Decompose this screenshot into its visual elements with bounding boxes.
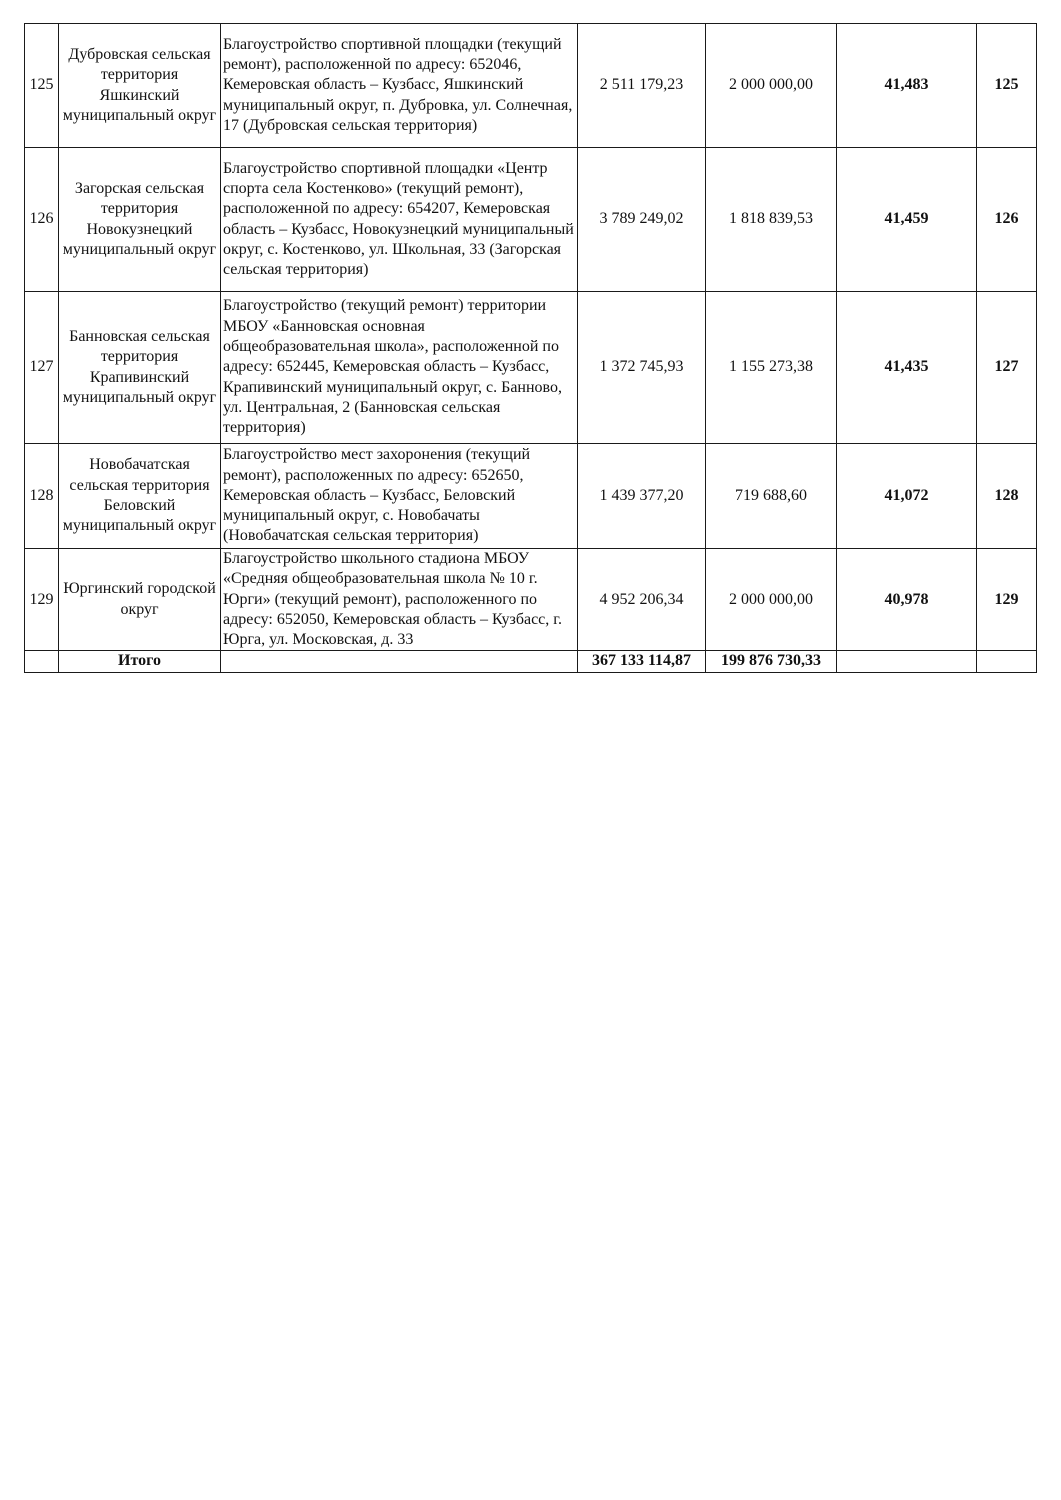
total-row bbox=[25, 651, 1037, 672]
table-row bbox=[25, 292, 1037, 444]
table-row bbox=[25, 444, 1037, 549]
rank-cell: 125 bbox=[977, 24, 1037, 148]
score-cell: 40,978 bbox=[837, 549, 977, 651]
total-empty-num bbox=[25, 651, 59, 672]
amount-total-cell: 3 789 249,02 bbox=[578, 148, 706, 292]
document-page bbox=[24, 23, 1036, 673]
total-amount-total: 367 133 114,87 bbox=[578, 651, 706, 672]
rank-cell: 127 bbox=[977, 292, 1037, 444]
table-row bbox=[25, 549, 1037, 651]
description-cell: Благоустройство спортивной площадки (текущий ремонт), расположенной по адресу: 652046, Кемеровская область – Кузбасс, Яшкинский муниципальный округ, п. Дубровка, ул. Солнечная, 17 (Дубровская сельская территория) bbox=[221, 24, 578, 148]
row-number: 126 bbox=[25, 148, 59, 292]
description-cell: Благоустройство школьного стадиона МБОУ «Средняя общеобразовательная школа № 10 г. Юрги» (текущий ремонт), расположенного по адресу: 652050, Кемеровская область – Кузбасс, г. Юрга, ул. Московская, д. 33 bbox=[221, 549, 578, 651]
amount-total-cell: 1 439 377,20 bbox=[578, 444, 706, 549]
score-cell: 41,483 bbox=[837, 24, 977, 148]
territory-cell: Новобачатская сельская территория Беловский муниципальный округ bbox=[59, 444, 221, 549]
table-row bbox=[25, 24, 1037, 148]
amount-subsidy-cell: 2 000 000,00 bbox=[706, 24, 837, 148]
row-number: 125 bbox=[25, 24, 59, 148]
amount-total-cell: 4 952 206,34 bbox=[578, 549, 706, 651]
score-cell: 41,072 bbox=[837, 444, 977, 549]
rank-cell: 126 bbox=[977, 148, 1037, 292]
total-empty-score bbox=[837, 651, 977, 672]
territory-cell: Дубровская сельская территория Яшкинский муниципальный округ bbox=[59, 24, 221, 148]
projects-table bbox=[24, 23, 1037, 673]
description-cell: Благоустройство мест захоронения (текущий ремонт), расположенных по адресу: 652650, Кемеровская область – Кузбасс, Беловский муниципальный округ, с. Новобачаты (Новобачатская сельская территория) bbox=[221, 444, 578, 549]
territory-cell: Юргинский городской округ bbox=[59, 549, 221, 651]
row-number: 127 bbox=[25, 292, 59, 444]
total-label: Итого bbox=[59, 651, 221, 672]
amount-total-cell: 1 372 745,93 bbox=[578, 292, 706, 444]
amount-subsidy-cell: 2 000 000,00 bbox=[706, 549, 837, 651]
row-number: 128 bbox=[25, 444, 59, 549]
score-cell: 41,435 bbox=[837, 292, 977, 444]
amount-total-cell: 2 511 179,23 bbox=[578, 24, 706, 148]
description-cell: Благоустройство спортивной площадки «Центр спорта села Костенково» (текущий ремонт), расположенной по адресу: 654207, Кемеровская область – Кузбасс, Новокузнецкий муниципальный округ, с. Костенково, ул. Школьная, 33 (Загорская сельская территория) bbox=[221, 148, 578, 292]
total-amount-subsidy: 199 876 730,33 bbox=[706, 651, 837, 672]
row-number: 129 bbox=[25, 549, 59, 651]
score-cell: 41,459 bbox=[837, 148, 977, 292]
total-empty-rank bbox=[977, 651, 1037, 672]
amount-subsidy-cell: 1 155 273,38 bbox=[706, 292, 837, 444]
territory-cell: Банновская сельская территория Крапивинский муниципальный округ bbox=[59, 292, 221, 444]
total-empty-desc bbox=[221, 651, 578, 672]
amount-subsidy-cell: 1 818 839,53 bbox=[706, 148, 837, 292]
amount-subsidy-cell: 719 688,60 bbox=[706, 444, 837, 549]
rank-cell: 128 bbox=[977, 444, 1037, 549]
rank-cell: 129 bbox=[977, 549, 1037, 651]
territory-cell: Загорская сельская территория Новокузнецкий муниципальный округ bbox=[59, 148, 221, 292]
description-cell: Благоустройство (текущий ремонт) территории МБОУ «Банновская основная общеобразовательная школа», расположенной по адресу: 652445, Кемеровская область – Кузбасс, Крапивинский муниципальный округ, с. Банново, ул. Центральная, 2 (Банновская сельская территория) bbox=[221, 292, 578, 444]
table-row bbox=[25, 148, 1037, 292]
